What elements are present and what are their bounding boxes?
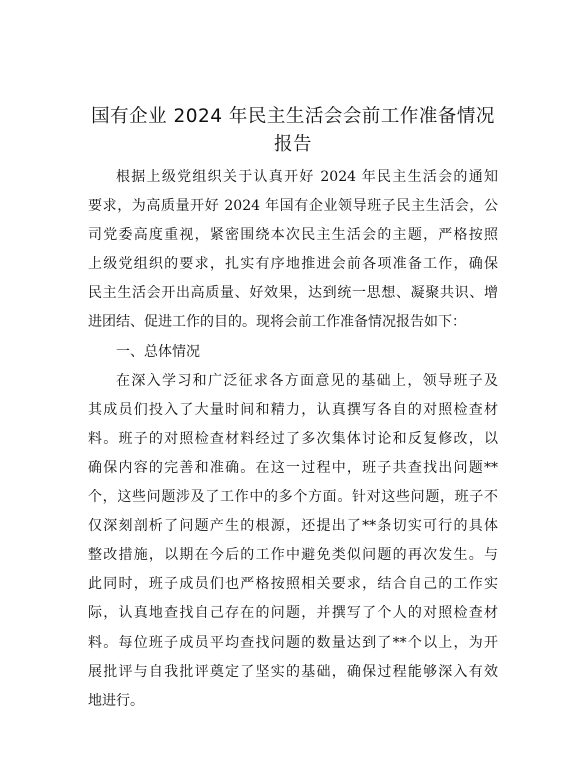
paragraph-1-line: 上级党组织的要求，扎实有序地推进会前各项准备工作，确保 <box>88 256 498 273</box>
document-title-line-2: 报告 <box>273 134 312 155</box>
document-title-line-1: 国有企业 2024 年民主生活会会前工作准备情况 <box>91 106 495 127</box>
paragraph-1-line: 根据上级党组织关于认真开好 2024 年民主生活会的通知 <box>116 169 498 185</box>
paragraph-2-line: 地进行。 <box>88 692 144 709</box>
paragraph-1-line: 进团结、促进工作的目的。现将会前工作准备情况报告如下： <box>88 314 466 331</box>
paragraph-2-line: 际，认真地查找自己存在的问题，并撰写了个人的对照检查材 <box>88 605 498 622</box>
paragraph-2-line: 确保内容的完善和准确。在这一过程中，班子共查找出问题** <box>88 459 498 476</box>
paragraph-2-line: 整改措施，以期在今后的工作中避免类似问题的再次发生。与 <box>88 547 498 564</box>
paragraph-1-line: 民主生活会开出高质量、好效果，达到统一思想、凝聚共识、增 <box>88 285 498 302</box>
paragraph-2-line: 其成员们投入了大量时间和精力，认真撰写各自的对照检查材 <box>88 401 498 418</box>
document-body <box>88 163 498 716</box>
paragraph-1-line: 要求，为高质量开好 2024 年国有企业领导班子民主生活会，公 <box>88 198 498 215</box>
paragraph-2-line: 仅深刻剖析了问题产生的根源，还提出了**条切实可行的具体 <box>88 518 498 535</box>
paragraph-2-line: 个，这些问题涉及了工作中的多个方面。针对这些问题，班子不 <box>88 489 498 506</box>
paragraph-2-line: 此同时，班子成员们也严格按照相关要求，结合自己的工作实 <box>88 576 498 593</box>
paragraph-2-line: 在深入学习和广泛征求各方面意见的基础上，领导班子及 <box>116 372 498 389</box>
paragraph-2-line: 料。班子的对照检查材料经过了多次集体讨论和反复修改，以 <box>88 430 498 447</box>
paragraph-2-line: 料。每位班子成员平均查找问题的数量达到了**个以上，为开 <box>88 634 498 651</box>
paragraph-1-line: 司党委高度重视，紧密围绕本次民主生活会的主题，严格按照 <box>88 227 498 244</box>
section-heading: 一、总体情况 <box>116 343 200 360</box>
paragraph-2-line: 展批评与自我批评奠定了坚实的基础，确保过程能够深入有效 <box>88 663 498 680</box>
